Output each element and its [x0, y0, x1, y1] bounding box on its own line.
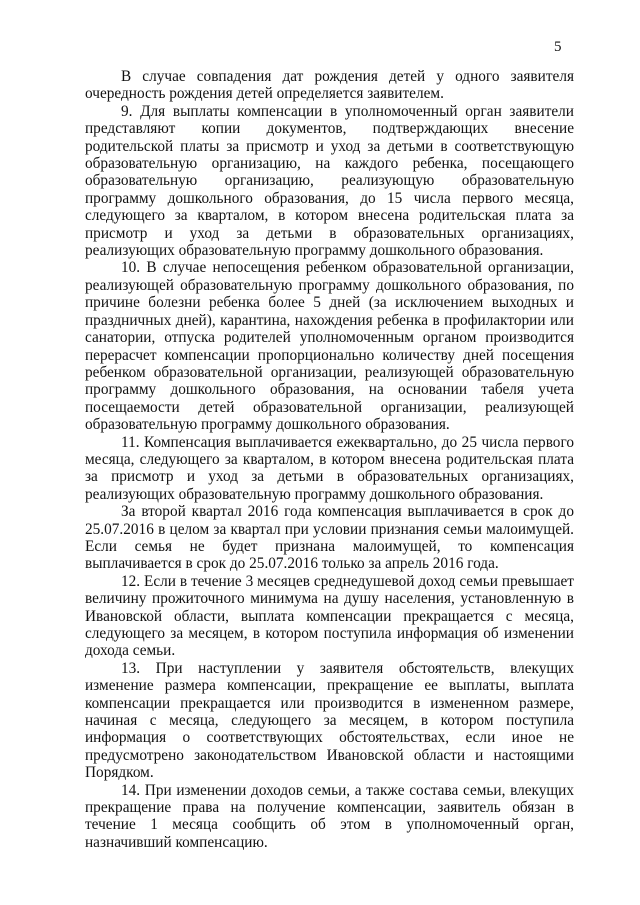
paragraph-11-payment-schedule: 11. Компенсация выплачивается ежеквартально, до 25 числа первого месяца, следующего за кварталом, в котором внесена родительская плата за присмотр и уход за детьми в образовательных организациях, реализующих образовательную программу дошкольного образования.	[85, 433, 574, 503]
paragraph-9-documents: 9. Для выплаты компенсации в уполномоченный орган заявители представляют копии документов, подтверждающих внесение родительской платы за присмотр и уход за детьми в соответствующую образовательную организацию, на каждого ребенка, посещающего образовательную организацию, реализующую образовательную программу дошкольного образования, до 15 числа первого месяца, следующего за кварталом, в котором внесена родительская плата за присмотр и уход за детьми в образовательных организациях, реализующих образовательную программу дошкольного образования.	[85, 102, 574, 260]
paragraph-birth-order: В случае совпадения дат рождения детей у одного заявителя очередность рождения детей определяется заявителем.	[85, 68, 574, 103]
paragraph-12-income-limit: 12. Если в течение 3 месяцев среднедушевой доход семьи превышает величину прожиточного минимума на душу населения, установленную в Ивановской области, выплата компенсации прекращается с месяца, следующего за месяцем, в котором поступила информация об изменении дохода семьи.	[85, 572, 574, 660]
paragraph-10-recalculation: 10. В случае непосещения ребенком образовательной организации, реализующей образовательную программу дошкольного образования, по причине болезни ребенка более 5 дней (за исключением выходных и праздничных дней), карантина, нахождения ребенка в профилактории или санатории, отпуска родителей уполномоченным органом производится перерасчет компенсации пропорционально количеству дней посещения ребенком образовательной организации, реализующей образовательную программу дошкольного образования, на основании табеля учета посещаемости детей образовательной организации, реализующей образовательную программу дошкольного образования.	[85, 259, 574, 434]
page-number: 5	[554, 39, 562, 55]
paragraph-second-quarter: За второй квартал 2016 года компенсация выплачивается в срок до 25.07.2016 в целом за квартал при условии признания семьи малоимущей. Если семья не будет признана малоимущей, то компенсация выплачивается в срок до 25.07.2016 только за апрель 2016 года.	[85, 503, 574, 573]
paragraph-13-circumstances: 13. При наступлении у заявителя обстоятельств, влекущих изменение размера компенсации, прекращение ее выплаты, выплата компенсации прекращается или производится в измененном размере, начиная с месяца, следующего за месяцем, в котором поступила информация о соответствующих обстоятельствах, если иное не предусмотрено законодательством Ивановской области и настоящими Порядком.	[85, 659, 574, 782]
document-body	[85, 68, 574, 851]
paragraph-14-notification: 14. При изменении доходов семьи, а также состава семьи, влекущих прекращение права на получение компенсации, заявитель обязан в течение 1 месяца сообщить об этом в уполномоченный орган, назначивший компенсацию.	[85, 781, 574, 851]
